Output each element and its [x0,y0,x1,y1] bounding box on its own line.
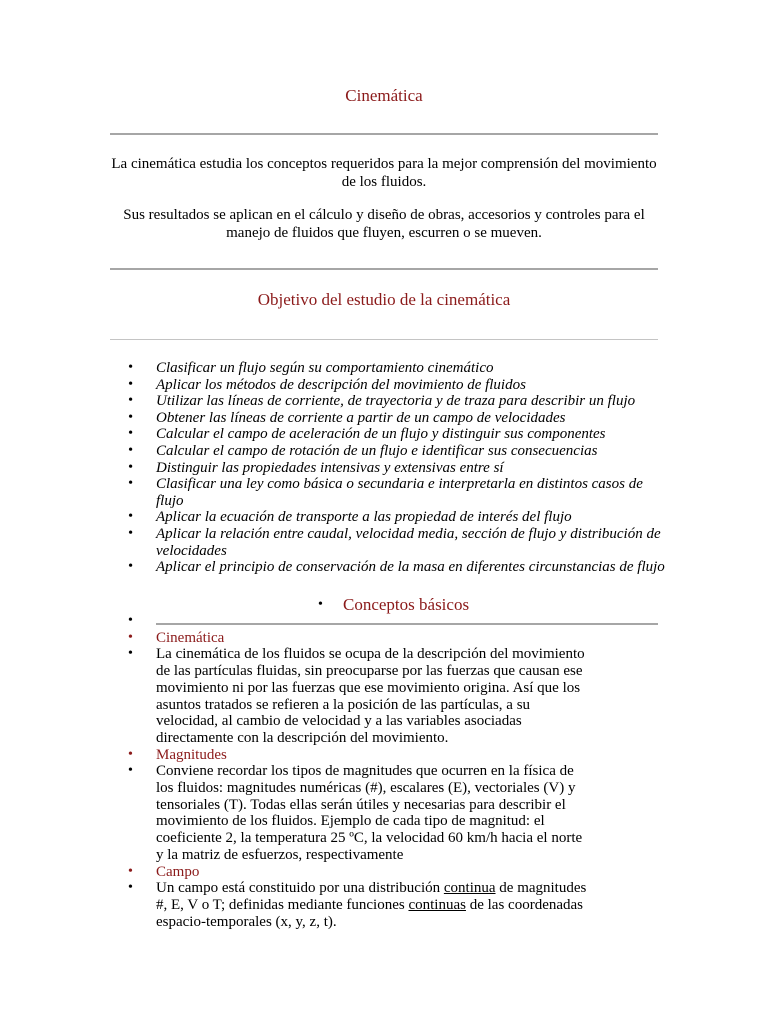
concept-text-campo [128,880,590,930]
concept-text-cinematica: • La cinemática de los fluidos se ocupa de la descripción del movimiento de las partículas fluidas, sin preocuparse por las fuerzas que causan ese movimiento ni por las fuerzas que ese movimiento origina. Así que los asuntos tratados se refieren a la posición de las partículas, a su velocidad, al cambio de velocidad y a las variables asociadas directamente con la descripción del movimiento. [128,646,590,746]
basic-concepts-title: Conceptos básicos [343,595,470,614]
list-item: • Clasificar un flujo según su comportamiento cinemático [128,360,668,377]
list-item: • Aplicar la relación entre caudal, velocidad media, sección de flujo y distribución de velocidades [128,526,668,559]
divider [110,339,658,340]
list-item: • Calcular el campo de rotación de un flujo e identificar sus consecuencias [128,443,668,460]
divider [110,133,658,135]
campo-underlined-1: continua [443,880,496,897]
list-item: • Utilizar las líneas de corriente, de trayectoria y de traza para describir un flujo [128,393,668,410]
divider [110,268,658,270]
list-item: • Obtener las líneas de corriente a partir de un campo de velocidades [128,410,668,427]
campo-text-part-3: de las coordenadas espacio-temporales (x, y, z, t). [156,896,584,930]
objectives-list [128,360,668,576]
objective-heading: Objetivo del estudio de la cinemática [257,290,511,309]
intro-paragraph-1: La cinemática estudia los conceptos requeridos para la mejor comprensión del movimiento de los fluidos. [111,156,657,190]
concept-label-magnitudes: • Magnitudes [128,747,590,764]
concept-text-magnitudes: • Conviene recordar los tipos de magnitudes que ocurren en la física de los fluidos: magnitudes numéricas (#), escalares (E), vectoriales (V) y tensoriales (T). Todas ellas serán útiles y necesarias para describir el movimiento de los fluidos. Ejemplo de cada tipo de magnitud: el coeficiente 2, la temperatura 25 ºC, la velocidad 60 km/h hacia el norte y la matriz de esfuerzos, respectivamente [128,763,590,863]
list-item: • Distinguir las propiedades intensivas y extensivas entre sí [128,460,668,477]
list-item: • Aplicar los métodos de descripción del movimiento de fluidos [128,377,668,394]
page-title: Cinemática [345,86,423,105]
list-item: • Clasificar una ley como básica o secundaria e interpretarla en distintos casos de flujo [128,476,668,509]
campo-text-part-1: Un campo está constituido por una distribución [156,880,444,897]
campo-underlined-2: continuas [408,896,466,913]
list-item [128,613,590,630]
concepts-list [128,613,590,930]
bullet-icon: • [318,597,323,612]
campo-text-part-2: de magnitudes #, E, V o T; definidas mediante funciones [156,880,587,913]
list-item: • Aplicar el principio de conservación de la masa en diferentes circunstancias de flujo [128,559,668,576]
concept-label-cinematica: • Cinemática [128,630,590,647]
concept-label-campo: • Campo [128,864,590,881]
intro-paragraph-2: Sus resultados se aplican en el cálculo y diseño de obras, accesorios y controles para el manejo de fluidos que fluyen, escurren o se mueven. [123,207,645,241]
list-item: • Aplicar la ecuación de transporte a las propiedad de interés del flujo [128,509,668,526]
list-item: • Calcular el campo de aceleración de un flujo y distinguir sus componentes [128,426,668,443]
